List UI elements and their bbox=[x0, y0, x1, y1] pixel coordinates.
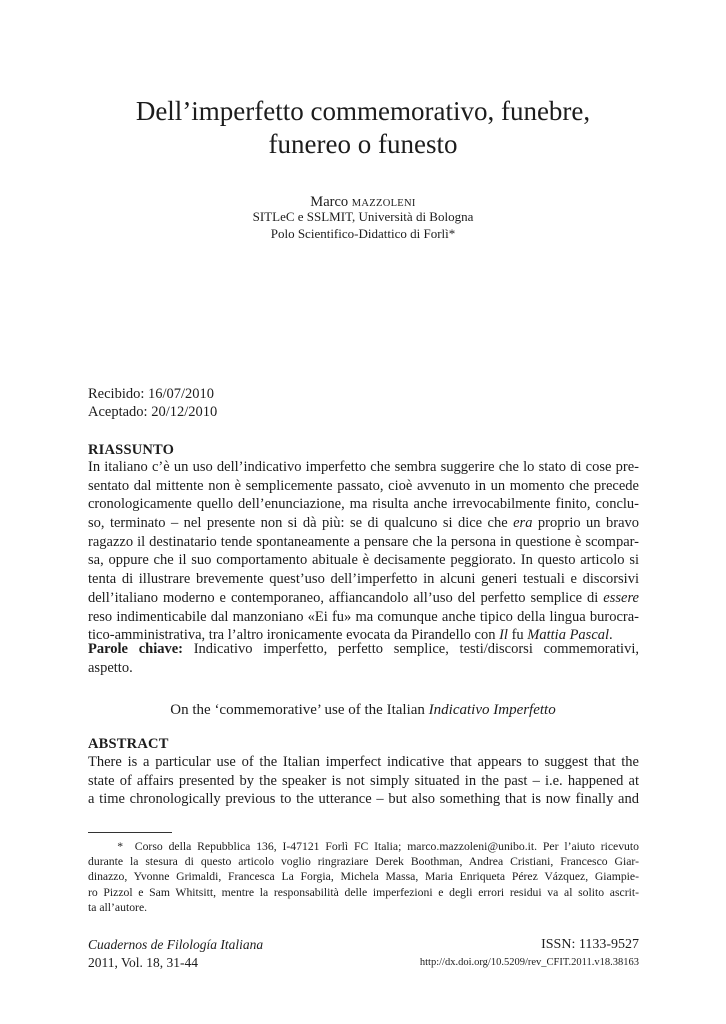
doi-link[interactable]: http://dx.doi.org/10.5209/rev_CFIT.2011.v18.38163 bbox=[419, 957, 639, 968]
footnote-line: ro Pizzol e Sam Whitsitt, mentre la responsabilità delle imperfezioni e degli errori residui va al solito ascrit- bbox=[88, 885, 639, 899]
riassunto-line: so, terminato – nel presente non si dà più: se di qualcuno si dice che era proprio un bravo bbox=[88, 515, 639, 532]
riassunto-line: tico-amministrativa, tra l’altro ironicamente evocata da Pirandello con Il fu Mattia Pascal. bbox=[88, 627, 613, 644]
keywords-line bbox=[88, 640, 639, 659]
english-title: On the ‘commemorative’ use of the Italian Indicativo Imperfetto bbox=[170, 702, 556, 718]
submission-dates bbox=[88, 385, 217, 421]
riassunto-line: sa, oppure che il suo comportamento abituale è decisamente peggiorato. In questo articolo si bbox=[88, 552, 639, 569]
abstract-body bbox=[88, 753, 639, 809]
title-line-1: Dell’imperfetto commemorativo, funebre, bbox=[135, 96, 591, 126]
abstract-line: There is a particular use of the Italian imperfect indicative that appears to suggest that the bbox=[88, 754, 639, 770]
footnote-line: durante la stesura di questo articolo voglio ringraziare Derek Boothman, Andrea Cristiani, Francesco Giar- bbox=[88, 855, 639, 869]
riassunto-line: cronologicamente quello dell’enunciazione, ma risulta anche irrevocabilmente finito, conclu- bbox=[88, 496, 639, 513]
title-line-2: funereo o funesto bbox=[268, 129, 458, 159]
footnote-line: dinazzo, Yvonne Grimaldi, Francesca La Forgia, Michela Massa, Maria Enriqueta Pérez Vázquez, Giampie- bbox=[88, 870, 639, 884]
riassunto-line: reso indimenticabile dal manzoniano «Ei fu» ma comunque anche tipico della lingua burocra- bbox=[88, 608, 639, 625]
riassunto-line: In italiano c’è un uso dell’indicativo imperfetto che sembra suggerire che lo stato di cose pre- bbox=[88, 459, 639, 475]
keywords-label: Parole chiave: bbox=[88, 641, 183, 657]
footnote-separator bbox=[88, 832, 172, 833]
riassunto-line: sentato dal mittente non è semplicemente passato, cioè avvenuto in un momento che precede bbox=[88, 477, 639, 494]
keywords bbox=[88, 640, 639, 677]
affiliation-line-1: SITLeC e SSLMIT, Università di Bologna bbox=[252, 209, 474, 224]
journal-info bbox=[88, 936, 263, 972]
abstract-line: a time chronologically previous to the utterance – but also something that is now finally and bbox=[88, 791, 639, 808]
author-first-name: Marco bbox=[310, 194, 352, 210]
keywords-line: aspetto. bbox=[88, 659, 133, 676]
accepted-date: Aceptado: 20/12/2010 bbox=[88, 404, 218, 420]
riassunto-line: dell’italiano moderno e contemporaneo, affiancandolo all’uso del perfetto semplice di essere bbox=[88, 589, 639, 606]
footnote-line: * Corso della Repubblica 136, I-47121 Forlì FC Italia; marco.mazzoleni@unibo.it. Per l’aiuto ricevuto bbox=[88, 840, 639, 853]
affiliation-line-2: Polo Scientifico-Didattico di Forlì* bbox=[270, 226, 456, 241]
abstract-line: state of affairs presented by the speaker is not simply situated in the past – i.e. happened at bbox=[88, 772, 639, 789]
keywords-text: Indicativo imperfetto, perfetto semplice, testi/discorsi commemorativi, bbox=[183, 641, 639, 657]
author-affiliation bbox=[60, 208, 666, 242]
abstract-heading: ABSTRACT bbox=[88, 736, 169, 752]
footnote bbox=[88, 839, 639, 915]
article-title bbox=[60, 95, 666, 161]
received-date: Recibido: 16/07/2010 bbox=[88, 386, 215, 402]
issn: ISSN: 1133-9527 bbox=[541, 937, 639, 952]
riassunto-body bbox=[88, 458, 639, 645]
riassunto-heading: RIASSUNTO bbox=[88, 442, 175, 458]
author-last-name: MAZZOLENI bbox=[351, 198, 416, 209]
journal-title: Cuadernos de Filología Italiana bbox=[88, 937, 264, 952]
footnote-line: ta all’autore. bbox=[88, 900, 148, 914]
riassunto-line: tenta di illustrare brevemente quest’uso dell’imperfetto in alcuni generi testuali e discorsivi bbox=[88, 571, 639, 588]
riassunto-line: ragazzo il destinatario tende spontaneamente a pensare che la persona in questione è scompar- bbox=[88, 533, 639, 550]
journal-volume: 2011, Vol. 18, 31-44 bbox=[88, 955, 199, 970]
